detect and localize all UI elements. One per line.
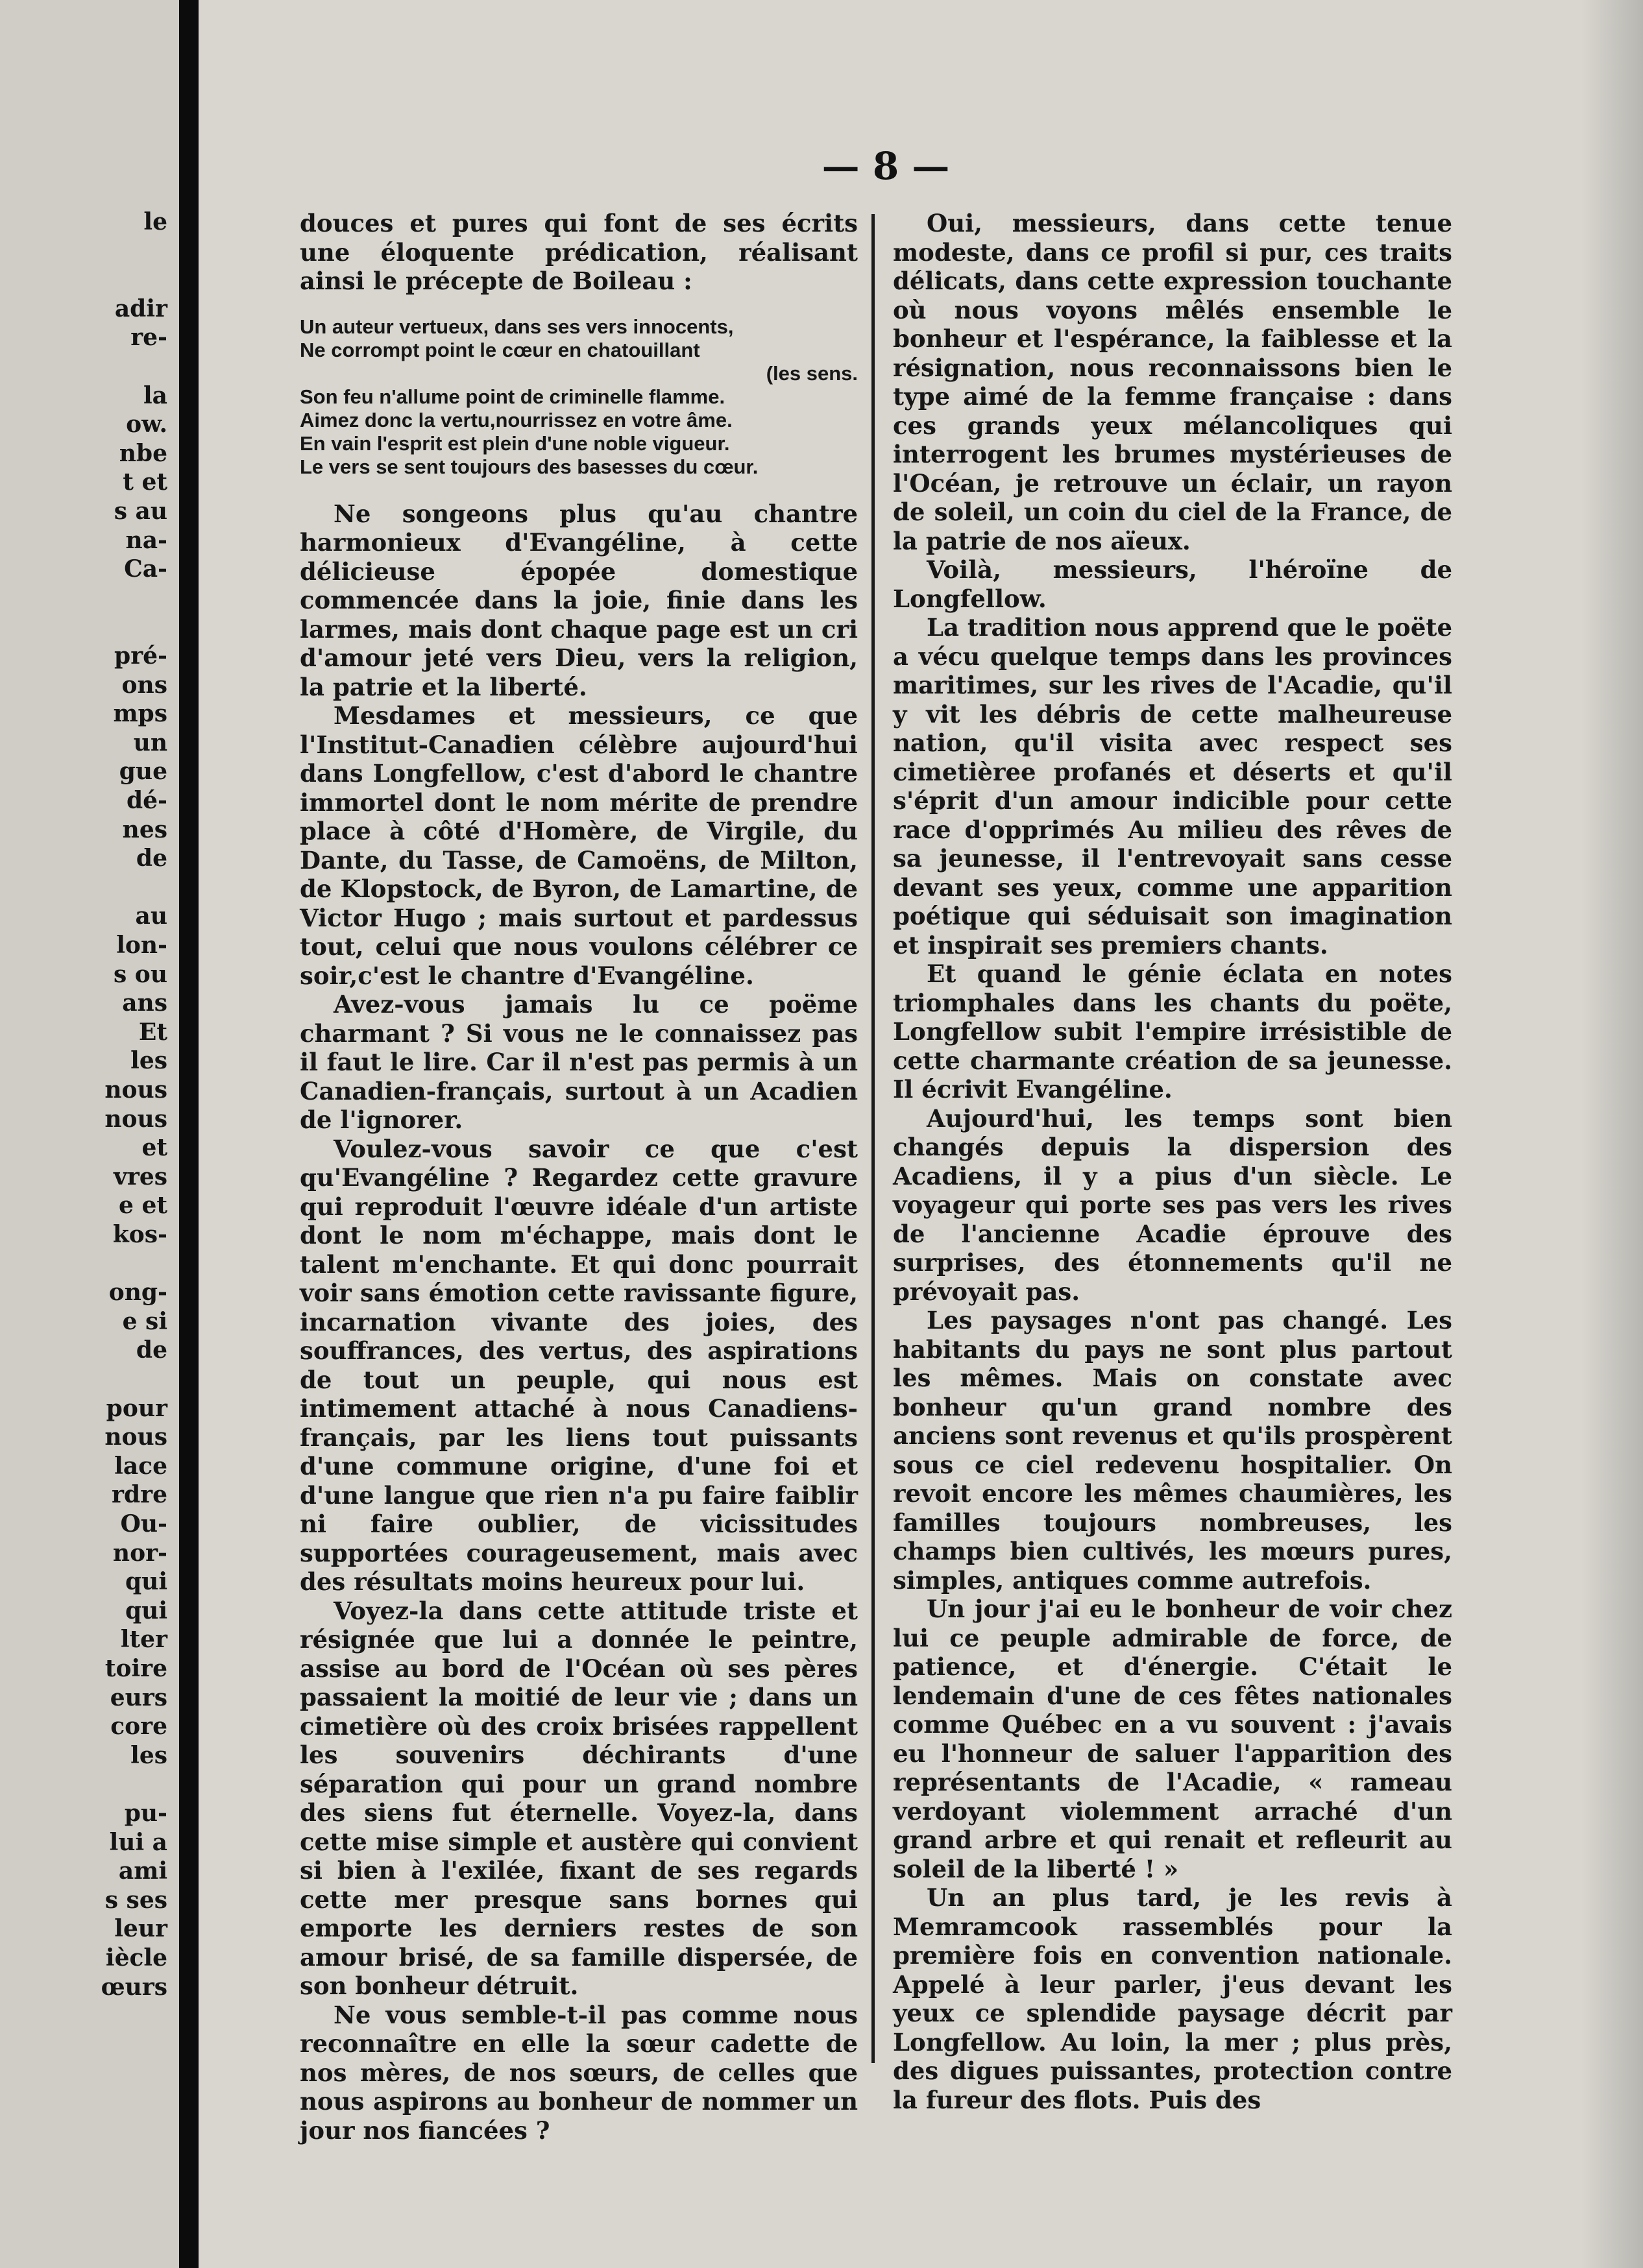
- adjacent-page-text-fragment: re-: [130, 324, 167, 352]
- right-text-column: [893, 209, 1452, 2114]
- adjacent-page-text-fragment: mps: [113, 700, 167, 728]
- adjacent-page-text-fragment: t et: [123, 468, 167, 496]
- adjacent-page-text-fragment: lui a: [109, 1828, 167, 1856]
- paragraph: La tradition nous apprend que le poëte a vécu quelque temps dans les provinces maritimes, sur les rives de l'Acadie, qu'il y vit les débris de cette malheureuse nation, qu'il visita avec respect ses cimetièree profanés et déserts et qu'il s'éprit d'un amour indicible pour cette race d'opprimés Au milieu des rêves de sa jeunesse, il l'entrevoyait sans cesse devant ses yeux, comme une apparition poétique qui séduisait son imagination et inspirait ses premiers chants.: [893, 613, 1452, 959]
- page-edge-shadow: [1581, 0, 1643, 2268]
- adjacent-page-text-fragment: core: [110, 1713, 167, 1741]
- adjacent-page-text-fragment: pour: [106, 1394, 167, 1422]
- adjacent-page-text-fragment: dé-: [126, 787, 167, 814]
- poem-line: Aimez donc la vertu,nourrissez en votre âme.: [300, 408, 733, 431]
- adjacent-page-text-fragment: leur: [114, 1915, 167, 1943]
- paragraph: Les paysages n'ont pas changé. Les habitants du pays ne sont plus partout les mêmes. Mais on constate avec bonheur qu'un grand nombre des anciens sont revenus et qu'ils prospèrent sous ce ciel redevenu hospitalier. On revoit encore les mêmes chaumières, les familles toujours nombreuses, les champs bien cultivés, les mœurs pures, simples, antiques comme autrefois.: [893, 1306, 1452, 1595]
- adjacent-page-text-fragment: les: [130, 1047, 167, 1075]
- poem-line: Le vers se sent toujours des basesses du cœur.: [300, 455, 759, 478]
- adjacent-page-text-fragment: eurs: [110, 1683, 167, 1711]
- adjacent-page-text-fragment: kos-: [112, 1221, 167, 1248]
- adjacent-page-text-fragment: lon-: [116, 932, 167, 959]
- adjacent-page-text-fragment: vres: [113, 1163, 167, 1190]
- adjacent-page-text-fragment: de: [136, 1336, 167, 1364]
- adjacent-page-text-fragment: Et: [138, 1018, 167, 1046]
- adjacent-page-text-fragment: qui: [125, 1568, 167, 1596]
- adjacent-page-text-fragment: na-: [125, 526, 167, 554]
- paragraph: Avez-vous jamais lu ce poëme charmant ? Si vous ne le connaissez pas il faut le lire. Car il n'est pas permis à un Canadien-français, surtout à un Acadien de l'ignorer.: [300, 990, 858, 1134]
- adjacent-page-text-fragment: s ses: [104, 1886, 167, 1914]
- adjacent-page-text-fragment: œurs: [101, 1973, 167, 2001]
- adjacent-page-text-fragment: ami: [118, 1857, 167, 1885]
- poem-line: En vain l'esprit est plein d'une noble vigueur.: [300, 431, 730, 455]
- adjacent-page-text-fragment: nor-: [112, 1539, 167, 1567]
- paragraph: Voulez-vous savoir ce que c'est qu'Evangéline ? Regardez cette gravure qui reproduit l'œuvre idéale d'un artiste dont le nom m'échappe, mais dont le talent m'enchante. Et qui donc pourrait voir sans émotion cette ravissante figure, incarnation vivante des joies, des souffrances, des vertus, des aspirations de tout un peuple, qui nous est intimement attaché à nous Canadiens-français, par les liens tout puissants d'une commune origine, d'une foi et d'une langue que rien n'a pu faire faiblir ni faire oublier, de vicissitudes supportées courageusement, mais avec des résultats moins heureux pour lui.: [300, 1134, 858, 1596]
- paragraph: Voyez-la dans cette attitude triste et résignée que lui a donnée le peintre, assise au bord de l'Océan où ses pères passaient la moitié de leur vie ; dans un cimetière où des croix brisées rappellent les souvenirs déchirants d'une séparation qui pour un grand nombre des siens fut éternelle. Voyez-la, dans cette mise simple et austère qui convient si bien à l'exilée, fixant de ses regards cette mer presque sans bornes qui emporte les derniers restes de son amour brisé, de sa famille dispersée, de son bonheur détruit.: [300, 1596, 858, 2000]
- adjacent-page-text-fragment: toire: [104, 1655, 167, 1682]
- adjacent-page-text-fragment: gue: [119, 758, 167, 786]
- adjacent-page-text-fragment: lace: [114, 1452, 167, 1480]
- adjacent-page-text-fragment: iècle: [105, 1944, 167, 1972]
- adjacent-page-text-fragment: au: [135, 902, 167, 930]
- paragraph: Ne vous semble-t-il pas comme nous reconnaître en elle la sœur cadette de nos mères, de nos sœurs, de celles que nous aspirons au bonheur de nommer un jour nos fiancées ?: [300, 2000, 858, 2145]
- adjacent-page-text-fragment: Ca-: [124, 555, 167, 583]
- adjacent-page-text-fragment: lter: [120, 1626, 167, 1654]
- poem-line: Son feu n'allume point de criminelle flamme.: [300, 385, 725, 408]
- adjacent-page-text-fragment: e et: [119, 1192, 167, 1220]
- adjacent-page-text-fragment: et: [141, 1134, 167, 1162]
- adjacent-page-text-fragment: rdre: [111, 1481, 167, 1509]
- adjacent-page-text-fragment: un: [133, 729, 167, 756]
- page-number: — 8 —: [822, 144, 950, 188]
- adjacent-page-text-fragment: adir: [114, 295, 167, 322]
- adjacent-page-text-fragment: nbe: [119, 439, 167, 467]
- adjacent-page-text-fragment: nous: [104, 1076, 167, 1104]
- adjacent-page-text-fragment: s ou: [114, 960, 167, 988]
- left-text-column: [300, 209, 858, 2145]
- adjacent-page-text-fragment: s au: [114, 498, 167, 525]
- paragraph: Ne songeons plus qu'au chantre harmonieux d'Evangéline, à cette délicieuse épopée domestique commencée dans la joie, finie dans les larmes, mais dont chaque page est un cri d'amour jeté vers Dieu, vers la religion, la patrie et la liberté.: [300, 499, 858, 701]
- column-divider: [871, 214, 875, 2063]
- paragraph: Oui, messieurs, dans cette tenue modeste, dans ce profil si pur, ces traits délicats, dans cette expression touchante où nous voyons mêlés ensemble le bonheur et l'espérance, la faiblesse et la résignation, nous reconnaissons bien le type aimé de la femme française : dans ces grands yeux mélancoliques qui interrogent les brumes mystérieuses de l'Océan, je retrouve un éclair, un rayon de soleil, un coin du ciel de la France, de la patrie de nos aïeux.: [893, 209, 1452, 555]
- boileau-quotation: [300, 315, 858, 479]
- adjacent-page-text-fragment: pu-: [124, 1800, 167, 1827]
- paragraph: Mesdames et messieurs, ce que l'Institut-Canadien célèbre aujourd'hui dans Longfellow, c'est d'abord le chantre immortel dont le nom mérite de prendre place à côté d'Homère, de Virgile, du Dante, du Tasse, de Camoëns, de Milton, de Klopstock, de Byron, de Lamartine, de Victor Hugo ; mais surtout et pardessus tout, celui que nous voulons célébrer ce soir,c'est le chantre d'Evangéline.: [300, 701, 858, 990]
- poem-line: Ne corrompt point le cœur en chatouillant: [300, 338, 700, 361]
- adjacent-page-text-fragment: la: [143, 381, 167, 409]
- paragraph: Un jour j'ai eu le bonheur de voir chez lui ce peuple admirable de force, de patience, et d'énergie. C'était le lendemain d'une de ces fêtes nationales comme Québec en a vu souvent : j'avais eu l'honneur de saluer l'apparition des représentants de l'Acadie, « rameau verdoyant violemment arraché d'un grand arbre et qui renait et refleurit au soleil de la liberté ! »: [893, 1595, 1452, 1883]
- paragraph: Un an plus tard, je les revis à Memramcook rassemblés pour la première fois en convention nationale. Appelé à leur parler, j'eus devant les yeux ce splendide paysage décrit par Longfellow. Au loin, la mer ; plus près, des digues puissantes, protection contre la fureur des flots. Puis des: [893, 1883, 1452, 2114]
- adjacent-page-text-fragment: nes: [122, 815, 167, 843]
- adjacent-page-text-fragment: qui: [125, 1597, 167, 1624]
- paragraph: Et quand le génie éclata en notes triomphales dans les chants du poëte, Longfellow subit l'empire irrésistible de cette charmante création de sa jeunesse. Il écrivit Evangéline.: [893, 959, 1452, 1104]
- adjacent-page-text-fragment: e si: [122, 1307, 167, 1335]
- adjacent-page-text-fragment: le: [143, 208, 167, 235]
- paragraph: Voilà, messieurs, l'héroïne de Longfellow.: [893, 555, 1452, 613]
- adjacent-page-text-fragment: nous: [104, 1423, 167, 1451]
- adjacent-page-text-fragment: ow.: [126, 411, 167, 439]
- adjacent-page-text-fragment: nous: [104, 1105, 167, 1133]
- paragraph: Aujourd'hui, les temps sont bien changés depuis la dispersion des Acadiens, il y a pius d'un siècle. Le voyageur qui porte ses pas vers les rives de l'ancienne Acadie éprouve des surprises, des étonnements qu'il ne prévoyait pas.: [893, 1104, 1452, 1306]
- adjacent-page-text-fragment: ong-: [108, 1279, 167, 1307]
- poem-line: Un auteur vertueux, dans ses vers innocents,: [300, 315, 734, 338]
- intro-paragraph: douces et pures qui font de ses écrits une éloquente prédication, réalisant ainsi le précepte de Boileau :: [300, 209, 858, 295]
- adjacent-page-text-fragment: ans: [122, 989, 167, 1017]
- adjacent-page-text-fragment: les: [130, 1741, 167, 1769]
- adjacent-page-text-fragment: Ou-: [120, 1510, 167, 1538]
- adjacent-page-text-fragment: ons: [121, 671, 167, 699]
- poem-line: (les sens.: [766, 361, 858, 385]
- adjacent-page-text-fragment: de: [136, 845, 167, 873]
- adjacent-page-text-fragment: pré-: [114, 642, 167, 670]
- adjacent-page-fragment: [0, 0, 179, 2268]
- page-gutter: [179, 0, 199, 2268]
